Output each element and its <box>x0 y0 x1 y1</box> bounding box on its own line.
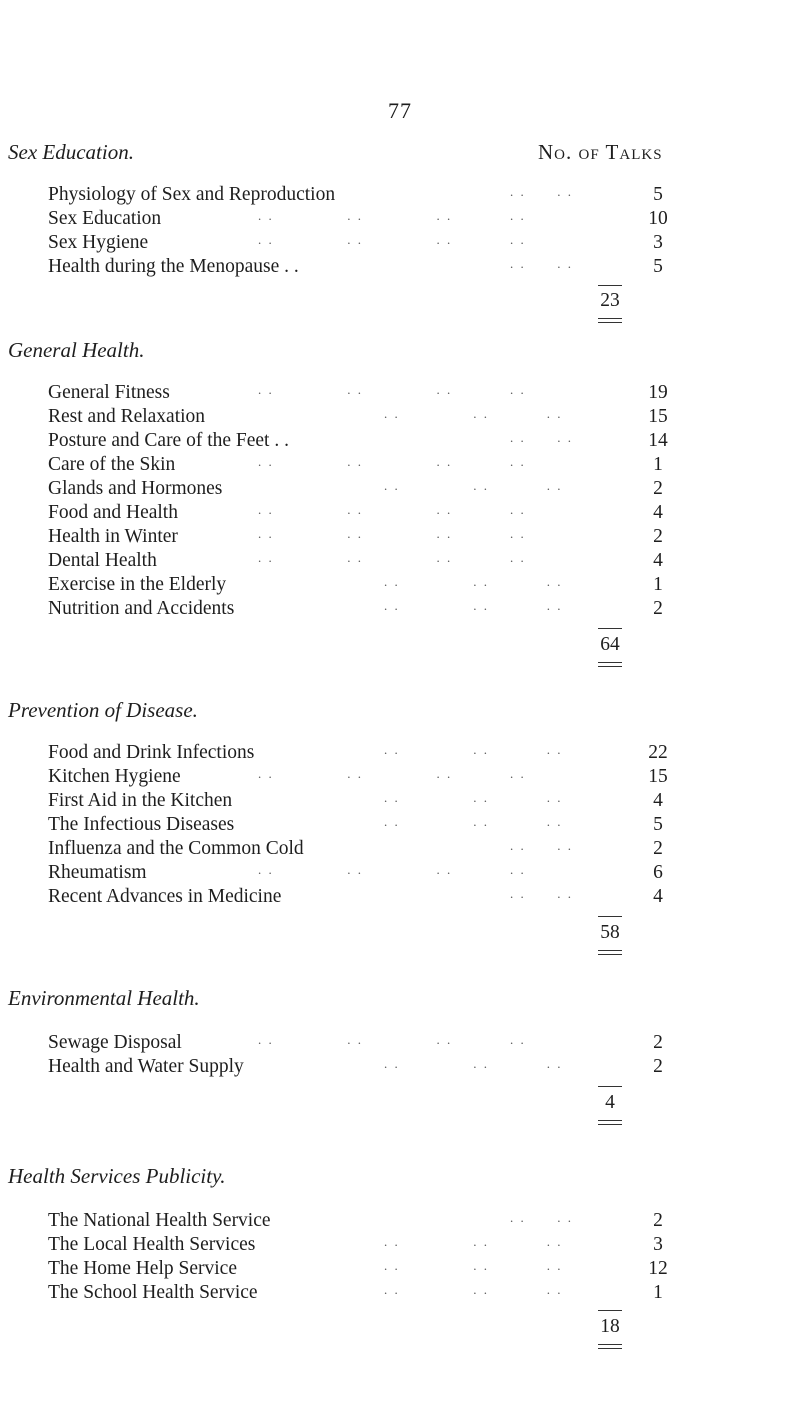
total-double-rule <box>598 318 622 323</box>
item-label: Nutrition and Accidents <box>48 598 235 619</box>
item-value: 2 <box>653 598 663 619</box>
item-value: 10 <box>648 208 668 229</box>
section-total: 23 <box>600 290 620 311</box>
subtotal-rule <box>598 1310 622 1311</box>
section-title: Sex Education. <box>8 140 134 164</box>
subtotal-rule <box>598 285 622 286</box>
item-label: Glands and Hormones <box>48 478 223 499</box>
leader-dots: . . . . <box>510 886 573 901</box>
leader-dots: . . . . <box>510 184 573 199</box>
item-label: Exercise in the Elderly <box>48 574 227 595</box>
item-label: Influenza and the Common Cold <box>48 838 304 859</box>
section-title: Health Services Publicity. <box>8 1164 226 1188</box>
leader-dots: . . . . . . . . <box>258 1032 526 1047</box>
leader-dots: . . . . . . . . <box>258 550 526 565</box>
item-label: Rest and Relaxation <box>48 406 206 427</box>
item-label: Care of the Skin <box>48 454 176 475</box>
item-value: 5 <box>653 184 663 205</box>
item-label: The School Health Service <box>48 1282 258 1303</box>
column-header: No. of Talks <box>538 140 663 164</box>
leader-dots: . . . . . . <box>384 598 563 613</box>
section-title: General Health. <box>8 338 145 362</box>
section-title: Prevention of Disease. <box>8 698 198 722</box>
leader-dots: . . . . <box>510 838 573 853</box>
item-value: 1 <box>653 574 663 595</box>
item-value: 2 <box>653 478 663 499</box>
item-value: 2 <box>653 1210 663 1231</box>
total-double-rule <box>598 950 622 955</box>
item-value: 4 <box>653 550 663 571</box>
leader-dots: . . . . . . . . <box>258 502 526 517</box>
leader-dots: . . . . . . <box>384 814 563 829</box>
total-double-rule <box>598 662 622 667</box>
subtotal-rule <box>598 1086 622 1087</box>
subtotal-rule <box>598 916 622 917</box>
leader-dots: . . . . . . . . <box>258 208 526 223</box>
leader-dots: . . . . . . <box>384 1258 563 1273</box>
item-label: Recent Advances in Medicine <box>48 886 282 907</box>
item-value: 12 <box>648 1258 668 1279</box>
section-total: 64 <box>600 634 620 655</box>
item-label: The Infectious Diseases <box>48 814 235 835</box>
item-label: General Fitness <box>48 382 170 403</box>
item-label: First Aid in the Kitchen <box>48 790 233 811</box>
item-value: 14 <box>648 430 668 451</box>
item-label: The National Health Service <box>48 1210 271 1231</box>
item-value: 2 <box>653 1032 663 1053</box>
item-label: Rheumatism <box>48 862 147 883</box>
leader-dots: . . . . . . <box>384 1282 563 1297</box>
item-label: Health and Water Supply <box>48 1056 244 1077</box>
leader-dots: . . . . . . . . <box>258 526 526 541</box>
leader-dots: . . . . . . . . <box>258 232 526 247</box>
item-value: 15 <box>648 406 668 427</box>
leader-dots: . . . . <box>510 430 573 445</box>
total-double-rule <box>598 1344 622 1349</box>
item-label: Sex Education <box>48 208 162 229</box>
item-value: 19 <box>648 382 668 403</box>
item-label: Dental Health <box>48 550 157 571</box>
item-value: 15 <box>648 766 668 787</box>
leader-dots: . . . . . . <box>384 1234 563 1249</box>
item-label: Health during the Menopause . . <box>48 256 299 277</box>
leader-dots: . . . . <box>510 256 573 271</box>
leader-dots: . . . . . . . . <box>258 454 526 469</box>
item-value: 1 <box>653 454 663 475</box>
section-total: 18 <box>600 1316 620 1337</box>
item-label: Health in Winter <box>48 526 178 547</box>
item-value: 3 <box>653 232 663 253</box>
item-label: Physiology of Sex and Reproduction <box>48 184 336 205</box>
item-value: 4 <box>653 886 663 907</box>
item-label: Posture and Care of the Feet . . <box>48 430 289 451</box>
item-value: 1 <box>653 1282 663 1303</box>
item-label: The Local Health Services <box>48 1234 256 1255</box>
leader-dots: . . . . . . <box>384 406 563 421</box>
section-total: 4 <box>605 1092 615 1113</box>
item-value: 4 <box>653 502 663 523</box>
item-value: 5 <box>653 256 663 277</box>
item-label: Sex Hygiene <box>48 232 149 253</box>
total-double-rule <box>598 1120 622 1125</box>
item-value: 2 <box>653 1056 663 1077</box>
leader-dots: . . . . . . <box>384 478 563 493</box>
item-value: 6 <box>653 862 663 883</box>
item-value: 4 <box>653 790 663 811</box>
item-value: 2 <box>653 838 663 859</box>
leader-dots: . . . . . . <box>384 1056 563 1071</box>
item-label: Kitchen Hygiene <box>48 766 181 787</box>
item-value: 5 <box>653 814 663 835</box>
item-value: 22 <box>648 742 668 763</box>
item-label: Sewage Disposal <box>48 1032 182 1053</box>
item-value: 2 <box>653 526 663 547</box>
leader-dots: . . . . . . . . <box>258 382 526 397</box>
leader-dots: . . . . . . <box>384 742 563 757</box>
leader-dots: . . . . . . . . <box>258 862 526 877</box>
section-total: 58 <box>600 922 620 943</box>
item-label: Food and Drink Infections <box>48 742 255 763</box>
item-label: Food and Health <box>48 502 178 523</box>
section-title: Environmental Health. <box>8 986 200 1010</box>
leader-dots: . . . . <box>510 1210 573 1225</box>
leader-dots: . . . . . . <box>384 790 563 805</box>
leader-dots: . . . . . . <box>384 574 563 589</box>
leader-dots: . . . . . . . . <box>258 766 526 781</box>
page-number: 77 <box>388 98 412 123</box>
item-value: 3 <box>653 1234 663 1255</box>
item-label: The Home Help Service <box>48 1258 237 1279</box>
subtotal-rule <box>598 628 622 629</box>
